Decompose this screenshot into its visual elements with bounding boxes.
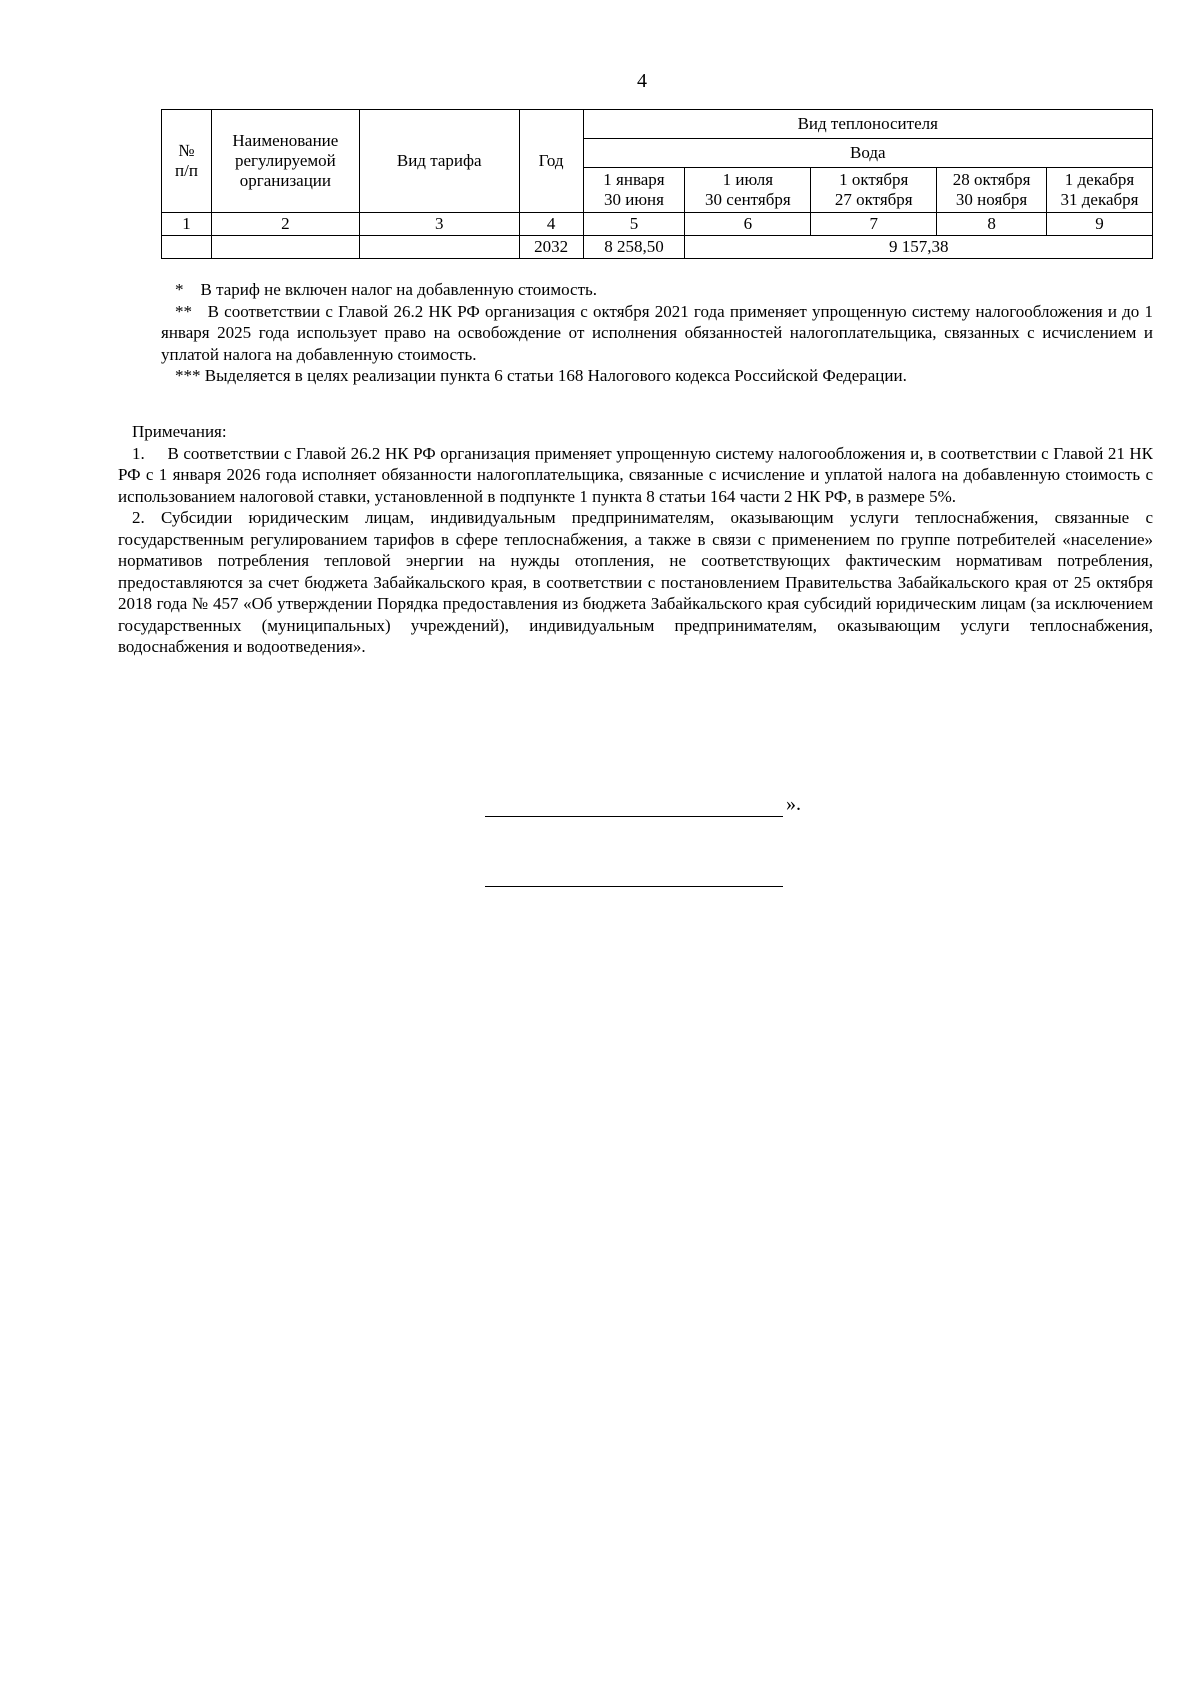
row-value-h2: 9 157,38 (685, 236, 1153, 259)
footnotes (161, 279, 1153, 387)
row-organization (211, 236, 359, 259)
separator-line (485, 876, 783, 887)
header-number: № п/п (162, 110, 212, 213)
header-heat-carrier: Вид теплоносителя (583, 110, 1152, 139)
remark-item: 1. В соответствии с Главой 26.2 НК РФ организация применяет упрощенную систему налогообложения и, в соответствии с Главой 21 НК РФ с 1 января 2026 года исполняет обязанности налогоплательщика, связанные с исчисление и уплатой налога на добавленную стоимость с использованием налоговой ставки, установленной в подпункте 1 пункта 8 статьи 164 части 2 НК РФ, в размере 5%. (118, 443, 1153, 506)
table-row (162, 236, 1153, 259)
header-period: 28 октября 30 ноября (937, 168, 1047, 213)
column-number: 3 (359, 213, 519, 236)
footnote (161, 301, 1153, 366)
column-number: 1 (162, 213, 212, 236)
row-value-h1: 8 258,50 (583, 236, 685, 259)
remarks-title: Примечания: (132, 422, 227, 441)
row-number (162, 236, 212, 259)
footnote-mark: ** (175, 301, 192, 321)
row-year: 2032 (519, 236, 583, 259)
header-organization: Наименование регулируемой организации (211, 110, 359, 213)
row-tariff-type (359, 236, 519, 259)
header-tariff-type: Вид тарифа (359, 110, 519, 213)
column-number: 4 (519, 213, 583, 236)
column-number: 9 (1047, 213, 1153, 236)
footnote (161, 279, 1153, 301)
column-number: 2 (211, 213, 359, 236)
tariff-table (161, 109, 1153, 259)
header-water: Вода (583, 139, 1152, 168)
footnote (161, 365, 1153, 387)
page-number: 4 (637, 70, 647, 92)
remarks (118, 421, 1153, 658)
signature-line (485, 800, 783, 817)
footnote-text: В соответствии с Главой 26.2 НК РФ организация с октября 2021 года применяет упрощенную систему налогообложения и до 1 января 2025 года использует право на освобождение от исполнения обязанностей налогоплательщика, связанных с исчислением и уплатой налога на добавленную стоимость. (161, 301, 1154, 364)
header-year: Год (519, 110, 583, 213)
remark-item: 2. Субсидии юридическим лицам, индивидуальным предпринимателям, оказывающим услуги теплоснабжения, связанные с государственным регулированием тарифов в сфере теплоснабжения, а также в связи с применением по группе потребителей «население» нормативов потребления тепловой энергии на нужды отопления, не соответствующих фактическим нормативам потребления, предоставляются за счет бюджета Забайкальского края, в соответствии с постановлением Правительства Забайкальского края от 25 октября 2018 года № 457 «Об утверждении Порядка предоставления из бюджета Забайкальского края субсидий юридическим лицам (за исключением государственных (муниципальных) учреждений), индивидуальным предпринимателям, оказывающим услуги теплоснабжения, водоснабжения и водоотведения». (118, 508, 1153, 656)
column-number: 8 (937, 213, 1047, 236)
footnote-text: В тариф не включен налог на добавленную стоимость. (200, 280, 598, 299)
footnote-mark: * (175, 280, 184, 299)
closing-mark: ». (786, 793, 801, 815)
footnote-mark: *** (175, 366, 201, 385)
header-period: 1 июля 30 сентября (685, 168, 811, 213)
header-period: 1 декабря 31 декабря (1047, 168, 1153, 213)
footnote-text: Выделяется в целях реализации пункта 6 статьи 168 Налогового кодекса Российской Федерации. (204, 366, 907, 385)
column-number: 7 (811, 213, 937, 236)
column-number: 5 (583, 213, 685, 236)
header-period: 1 октября 27 октября (811, 168, 937, 213)
column-number: 6 (685, 213, 811, 236)
header-period: 1 января 30 июня (583, 168, 685, 213)
